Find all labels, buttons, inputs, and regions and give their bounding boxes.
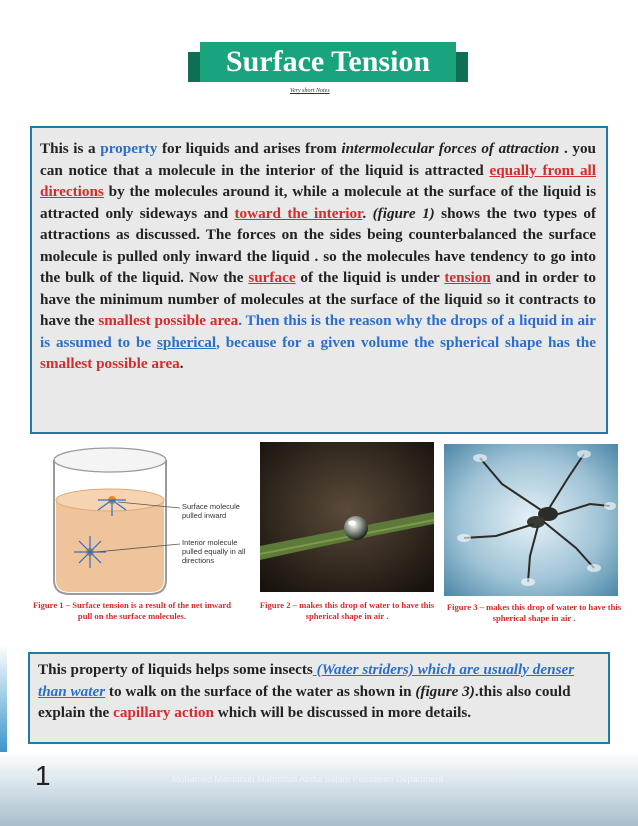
insects-text-box — [28, 652, 610, 744]
text-run: by the molecules around it, while a molecule at the surface of the liquid is attracted only sideways and — [40, 183, 596, 222]
keyword-water-striders: (Water striders) which are usually denser than water — [38, 661, 575, 700]
text-run: .this also could explain the — [38, 682, 571, 721]
blue-sentence: , because for a given volume the spherical shape has the — [216, 333, 596, 351]
text-run: for liquids and arises from — [157, 140, 342, 157]
keyword-equally: equally from all directions — [40, 161, 596, 200]
text-run: to walk on the surface of the water as shown in — [105, 682, 416, 700]
page-footer — [0, 752, 638, 826]
text-run: This property of liquids helps some insects — [38, 661, 313, 678]
figure-2-caption: Figure 2 – makes this drop of water to have this spherical shape in air . — [259, 600, 435, 621]
text-run: and in order to have the minimum number of molecules at the surface of the liquid so it contracts to have the — [40, 269, 596, 329]
keyword-surface: surface — [248, 269, 296, 286]
keyword-tension: tension — [444, 269, 491, 286]
text-run: This is a — [40, 140, 101, 157]
label-surface-molecule: Surface molecule pulled inward — [182, 502, 240, 520]
keyword-capillary-action: capillary action — [113, 704, 214, 721]
text-run: . — [179, 355, 184, 372]
figure-3-water-strider-photo — [444, 444, 618, 596]
label-interior-molecule: Interior molecule pulled equally in all directions — [182, 538, 246, 565]
figure-1-caption: Figure 1 – Surface tension is a result of the net inward pull on the surface molecules. — [32, 600, 232, 621]
title-banner — [188, 42, 468, 90]
text-run: . you can notice that a molecule in the interior of the liquid is attracted — [40, 140, 596, 179]
page-title: Surface Tension — [200, 42, 456, 82]
text-run: of the liquid is under — [295, 269, 445, 286]
figure-reference: (figure 1) — [372, 204, 435, 222]
text-run: which will be discussed in more details. — [213, 704, 472, 721]
keyword-smallest-area: smallest possible area — [98, 312, 239, 329]
intro-paragraph — [40, 138, 596, 375]
figure-3-caption: Figure 3 – makes this drop of water to have this spherical shape in air . — [446, 602, 622, 623]
footer-author: Mohamed Mamdouh Mahmoud Abdul Salam Petroleum Department — [172, 774, 444, 784]
text-run: . — [362, 204, 373, 222]
intro-text-box — [30, 126, 608, 434]
figure-2-water-drop-photo — [260, 442, 434, 592]
text-run: shows the two types of attractions as discussed. The forces on the sides being counterbalanced the surface molecule is pulled only inward the liquid . so the molecules have tendency to go into the bulk of the liquid. Now the — [40, 204, 597, 286]
keyword-property: property — [100, 140, 158, 157]
keyword-smallest-area: smallest possible area — [40, 355, 180, 372]
blue-sentence: . Then this is the reason why the drops of a liquid in air is assumed to be — [40, 312, 597, 351]
italic-phrase: intermolecular forces of attraction — [341, 140, 560, 157]
page-number: 1 — [35, 760, 51, 791]
page-subtitle: Very short Notes — [290, 88, 330, 94]
keyword-toward-interior: toward the interior — [234, 204, 363, 222]
figure-reference: (figure 3) — [415, 682, 475, 700]
side-accent-bar — [0, 0, 7, 826]
insects-paragraph — [38, 659, 600, 724]
keyword-spherical: spherical — [157, 333, 217, 351]
